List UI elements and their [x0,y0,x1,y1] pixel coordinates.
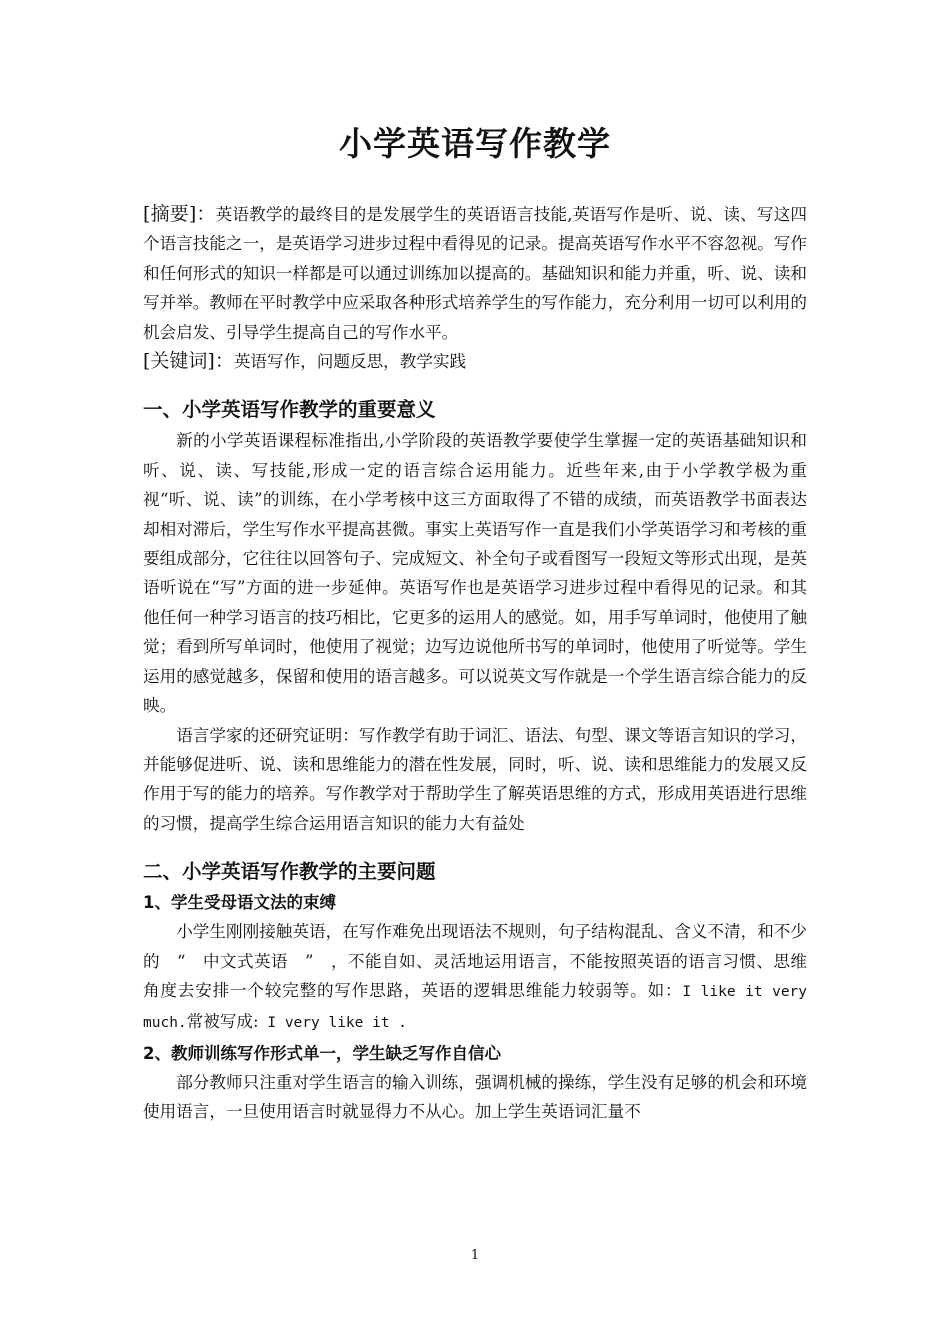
example-correct: I like it very much. [143,983,808,1032]
subsection-heading-1: 1、学生受母语文法的束缚 [143,893,336,913]
section-heading-2: 二、小学英语写作教学的主要问题 [143,860,436,884]
page-number: 1 [470,1248,480,1263]
section1-paragraph-1: 新的小学英语课程标准指出,小学阶段的英语教学要使学生掌握一定的英语基础知识和听、说、读、写技能,形成一定的语言综合运用能力。近些年来,由于小学教学极为重视“听、说、读”的训练，在小学考核中这三方面取得了不错的成绩，而英语教学书面表达却相对滞后，学生写作水平提高甚微。事实上英语写作一直是我们小学英语学习和考核的重要组成部分，它往往以回答句子、完成短文、补全句子或看图写一段短文等形式出现，是英语听说在“写”方面的进一步延伸。英语写作也是英语学习进步过程中看得见的记录。和其他任何一种学习语言的技巧相比，它更多的运用人的感觉。如，用手写单词时，他使用了触觉；看到所写单词时，他使用了视觉；边写边说他所书写的单词时，他使用了听觉等。学生运用的感觉越多，保留和使用的语言越多。可以说英文写作就是一个学生语言综合能力的反映。 [143,431,807,716]
section1-paragraph-2: 语言学家的还研究证明：写作教学有助于词汇、语法、句型、课文等语言知识的学习，并能够促进听、说、读和思维能力的潜在性发展，同时，听、说、读和思维能力的发展又反作用于写的能力的培养。写作教学对于帮助学生了解英语思维的方式，形成用英语进行思维的习惯，提高学生综合运用语言知识的能力大有益处 [143,725,807,833]
spacer [143,838,807,856]
document-title: 小学英语写作教学 [339,124,611,163]
keywords-text: 英语写作，问题反思，教学实践 [233,352,467,372]
subsection1-paragraph [143,917,807,1039]
section-heading-1: 一、小学英语写作教学的重要意义 [143,398,436,422]
keywords-label: [关键词]： [143,350,234,373]
keywords-paragraph [143,347,807,376]
abstract-paragraph [143,200,807,347]
abstract-text: 英语教学的最终目的是发展学生的英语语言技能,英语写作是听、说、读、写这四个语言技能之一，是英语学习进步过程中看得见的记录。提高英语写作水平不容忽视。写作和任何形式的知识一样都是可以通过训练加以提高的。基础知识和能力并重，听、说、读和写并举。教师在平时教学中应采取各种形式培养学生的写作能力，充分利用一切可以利用的机会启发、引导学生提高自己的写作水平。 [143,205,807,342]
subsection-heading-2: 2、教师训练写作形式单一，学生缺乏写作自信心 [143,1043,501,1063]
example-wrong: I very like it . [258,1015,408,1032]
subsection2-paragraph: 部分教师只注重对学生语言的输入训练，强调机械的操练，学生没有足够的机会和环境使用语言，一旦使用语言时就显得力不从心。加上学生英语词汇量不 [143,1072,807,1122]
subsection1-text-b: 常被写成: [186,1012,259,1032]
document-body [143,200,807,1127]
spacer [143,376,807,394]
subsection1-text-a: 小学生刚刚接触英语，在写作难免出现语法不规则，句子结构混乱、含义不清，和不少的 “ 中文式英语 ” ，不能自如、灵活地运用语言，不能按照英语的语言习惯、思维角度去安排一个较完整的写作思路，英语的逻辑思维能力较弱等。如： [143,922,807,1000]
abstract-label: [摘要]： [143,203,216,225]
